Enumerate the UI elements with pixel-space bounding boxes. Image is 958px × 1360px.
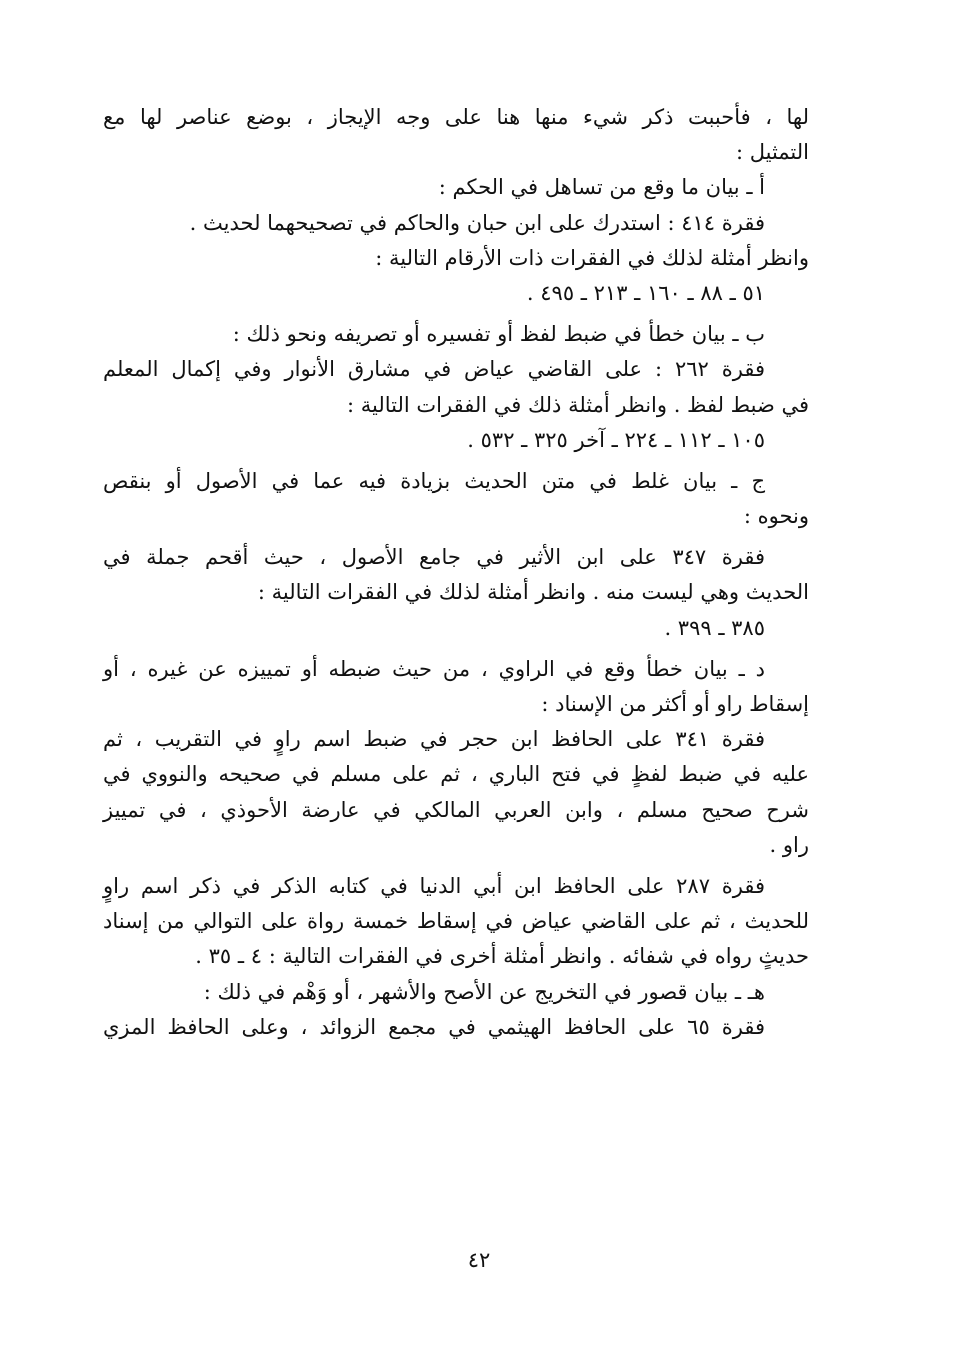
text-line: حديثٍ رواه في شفائه . وانظر أمثلة أخرى في الفقرات التالية : ٤ ـ ٣٥ .: [195, 944, 809, 969]
text-line: أ ـ بيان ما وقع من تساهل في الحكم :: [438, 175, 765, 200]
text-line: الحديث وهي ليست منه . وانظر أمثلة لذلك في الفقرات التالية :: [257, 580, 809, 605]
text-line: ٣٨٥ ـ ٣٩٩ .: [664, 615, 765, 640]
text-line: لها ، فأحببت ذكر شيء منها هنا على وجه الإيجاز ، بوضع عناصر لها مع: [103, 105, 809, 129]
text-line: إسقاط راو أو أكثر من الإسناد :: [541, 692, 809, 716]
text-line: في ضبط لفظ . وانظر أمثلة ذلك في الفقرات التالية :: [347, 392, 809, 417]
text-line: شرح صحيح مسلم ، وابن العربي المالكي في عارضة الأحوذي ، في تمييز: [103, 797, 809, 822]
text-line: ب ـ بيان خطأ في ضبط لفظ أو تفسيره أو تصريفه ونحو ذلك :: [232, 322, 765, 347]
text-line: فقرة ٢٦٢ : على القاضي عياض في مشارق الأنوار وفي إكمال المعلم: [103, 357, 765, 382]
text-line: هـ ـ بيان قصور في التخريج عن الأصح والأشهر ، أو وَهْم في ذلك :: [203, 979, 765, 1004]
text-line: ج ـ بيان غلط في متن الحديث بزيادة فيه عما في الأصول أو بنقص: [103, 468, 765, 493]
page-number: ٤٢: [467, 1248, 491, 1272]
text-line: فقرة ٤١٤ : استدرك على ابن حبان والحاكم في تصحيحهما لحديث .: [189, 210, 765, 235]
text-line: فقرة ٢٨٧ على الحافظ ابن أبي الدنيا في كتابه الذكر في ذكر اسم راوٍ: [103, 873, 765, 898]
text-line: فقرة ٣٤٧ على ابن الأثير في جامع الأصول ، حيث أقحم جملة في: [103, 545, 765, 570]
page-body-text: [103, 100, 809, 1045]
text-line: فقرة ٦٥ على الحافظ الهيثمي في مجمع الزوائد ، وعلى الحافظ المزي: [103, 1014, 765, 1039]
text-line: ١٠٥ ـ ١١٢ ـ ٢٢٤ ـ آخر ٣٢٥ ـ ٥٣٢ .: [467, 427, 765, 452]
text-line: راو .: [769, 832, 809, 857]
text-line: وانظر أمثلة لذلك في الفقرات ذات الأرقام التالية :: [375, 245, 809, 270]
text-line: للحديث ، ثم على القاضي عياض في إسقاط خمسة رواة على التوالي من إسناد: [103, 909, 809, 934]
text-line: ٥١ ـ ٨٨ ـ ١٦٠ ـ ٢١٣ ـ ٤٩٥ .: [526, 280, 765, 305]
text-line: د ـ بيان خطأ وقع في الراوي ، من حيث ضبطه أو تمييزه عن غيره ، أو: [103, 656, 765, 681]
text-line: عليه في ضبط لفظٍ في فتح الباري ، ثم على مسلم في صحيحه والنووي في: [103, 762, 809, 787]
text-line: ونحوه :: [743, 504, 809, 529]
text-line: التمثيل :: [735, 140, 809, 165]
text-line: فقرة ٣٤١ على الحافظ ابن حجر في ضبط اسم راوٍ في التقريب ، ثم: [103, 727, 765, 752]
